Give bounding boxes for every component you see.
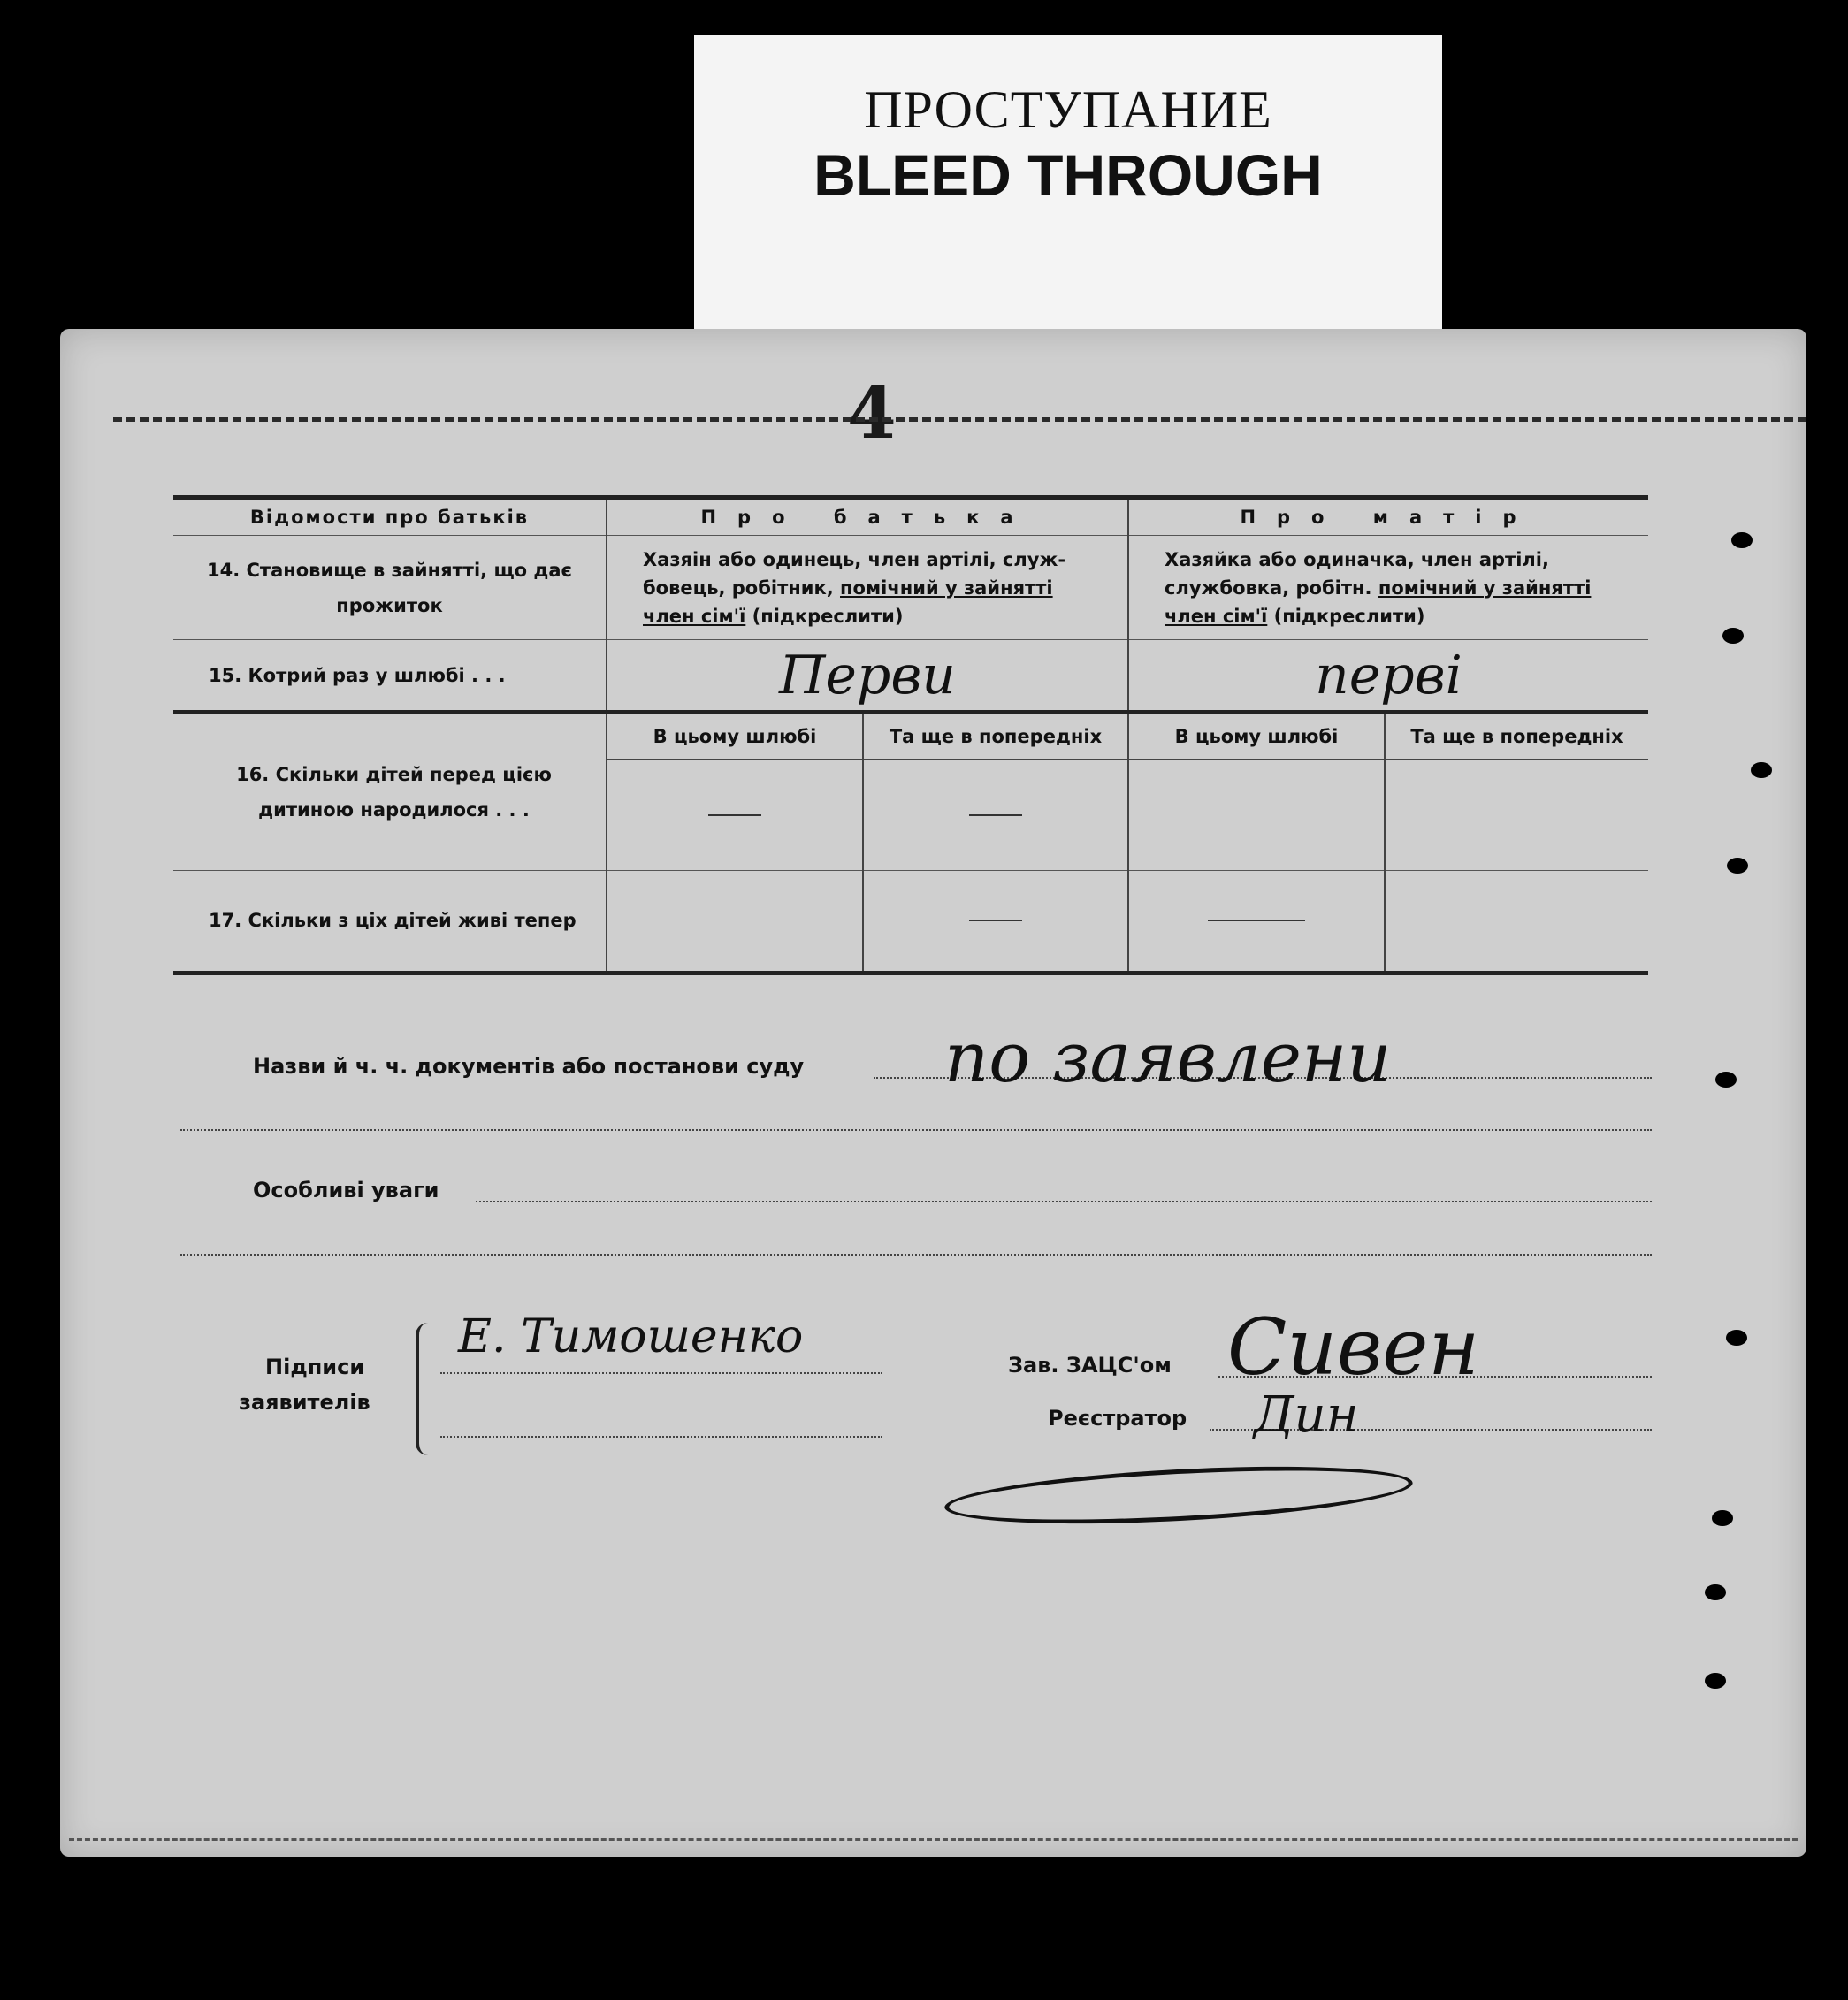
applicant-line-1 [440,1372,882,1374]
row14-mother-opt-a: Хазяйка або одиначка, член артілі, [1165,548,1549,570]
documents-line-2 [180,1129,1652,1131]
signatures-label-1: Підписи [265,1355,365,1379]
col-header-mother: Про матір [1128,498,1648,536]
punch-hole [1705,1673,1726,1689]
head-signature: Сивен [1227,1302,1480,1393]
row16-father-prev [863,760,1128,870]
row16-label: 16. Скільки дітей перед цією дитиною народилося . . . [173,713,607,871]
row14-father-opt-d: член сім'ї [643,605,746,627]
parents-info-table [173,495,1648,975]
applicant-line-2 [440,1436,882,1438]
col-header-father: Про батька [607,498,1128,536]
notes-label: Особливі уваги [253,1178,439,1202]
row17-mother-prev [1385,870,1648,973]
head-label: Зав. ЗАЦС'ом [1008,1353,1172,1378]
row17-father-prev [863,870,1128,973]
row14-label: 14. Становище в зайнятті, що дає прожиток [173,536,607,640]
row14-father-opt-e: (підкреслити) [752,605,904,627]
signatures-brace [416,1323,437,1455]
bottom-perforation [69,1838,1798,1841]
punch-hole [1726,1330,1747,1346]
label-russian: ПРОСТУПАНИЕ [864,80,1272,139]
row14-mother-opt-d: член сім'ї [1165,605,1268,627]
row17-label: 17. Скільки з ціх дітей живі тепер [173,870,607,973]
subheader-father-this: В цьому шлюбі [607,713,863,760]
punch-hole [1712,1510,1733,1526]
page-number: 4 [847,371,897,454]
row14-mother-opt-b: службовка, робітн. [1165,576,1372,599]
row15-father-cell [607,640,1128,713]
row14-mother-options [1128,536,1648,640]
punch-hole [1722,628,1744,644]
row17-father-prev-dash [969,920,1022,921]
row16-father-prev-dash [969,814,1022,816]
bleed-through-label-card [694,35,1442,336]
registrar-signature: Дин [1254,1386,1359,1444]
perforation-line [113,417,1806,422]
row14-mother-opt-e: (підкреслити) [1273,605,1425,627]
col-header-parents: Відомости про батьків [173,498,607,536]
documents-value: по заявлени [944,1019,1392,1098]
subheader-mother-this: В цьому шлюбі [1128,713,1385,760]
row14-father-opt-b: бовець, робітник, [643,576,834,599]
row14-father-opt-a: Хазяін або одинець, член артілі, служ- [643,548,1066,570]
row16-father-this-dash [708,814,761,816]
notes-line [476,1201,1652,1202]
row17-mother-this [1128,870,1385,973]
signatures-label-2: заявителів [239,1390,370,1415]
notes-line-2 [180,1254,1652,1256]
punch-hole [1751,762,1772,778]
row16-mother-prev [1385,760,1648,870]
row14-father-opt-c: помічний у зайнятті [840,576,1053,599]
document-sheet [60,329,1806,1857]
row15-label: 15. Котрий раз у шлюбі . . . [173,640,607,713]
row15-mother-value: перві [1315,644,1462,706]
row16-mother-this [1128,760,1385,870]
applicant-signature: Е. Тимошенко [458,1310,804,1363]
row15-father-value: Перви [779,644,956,706]
punch-hole [1731,532,1753,548]
row15-mother-cell [1128,640,1648,713]
row14-father-options [607,536,1128,640]
row17-father-this [607,870,863,973]
signature-flourish [943,1457,1414,1533]
subheader-mother-prev: Та ще в попередніх [1385,713,1648,760]
registrar-label: Реєстратор [1048,1406,1187,1431]
row14-mother-opt-c: помічний у зайнятті [1378,576,1592,599]
documents-label: Назви й ч. ч. документів або постанови суду [253,1054,805,1079]
punch-hole [1715,1072,1737,1088]
punch-hole [1727,858,1748,874]
subheader-father-prev: Та ще в попередніх [863,713,1128,760]
row17-mother-this-dash [1208,920,1305,921]
row16-father-this [607,760,863,870]
label-english: BLEED THROUGH [813,142,1323,208]
punch-hole [1705,1584,1726,1600]
